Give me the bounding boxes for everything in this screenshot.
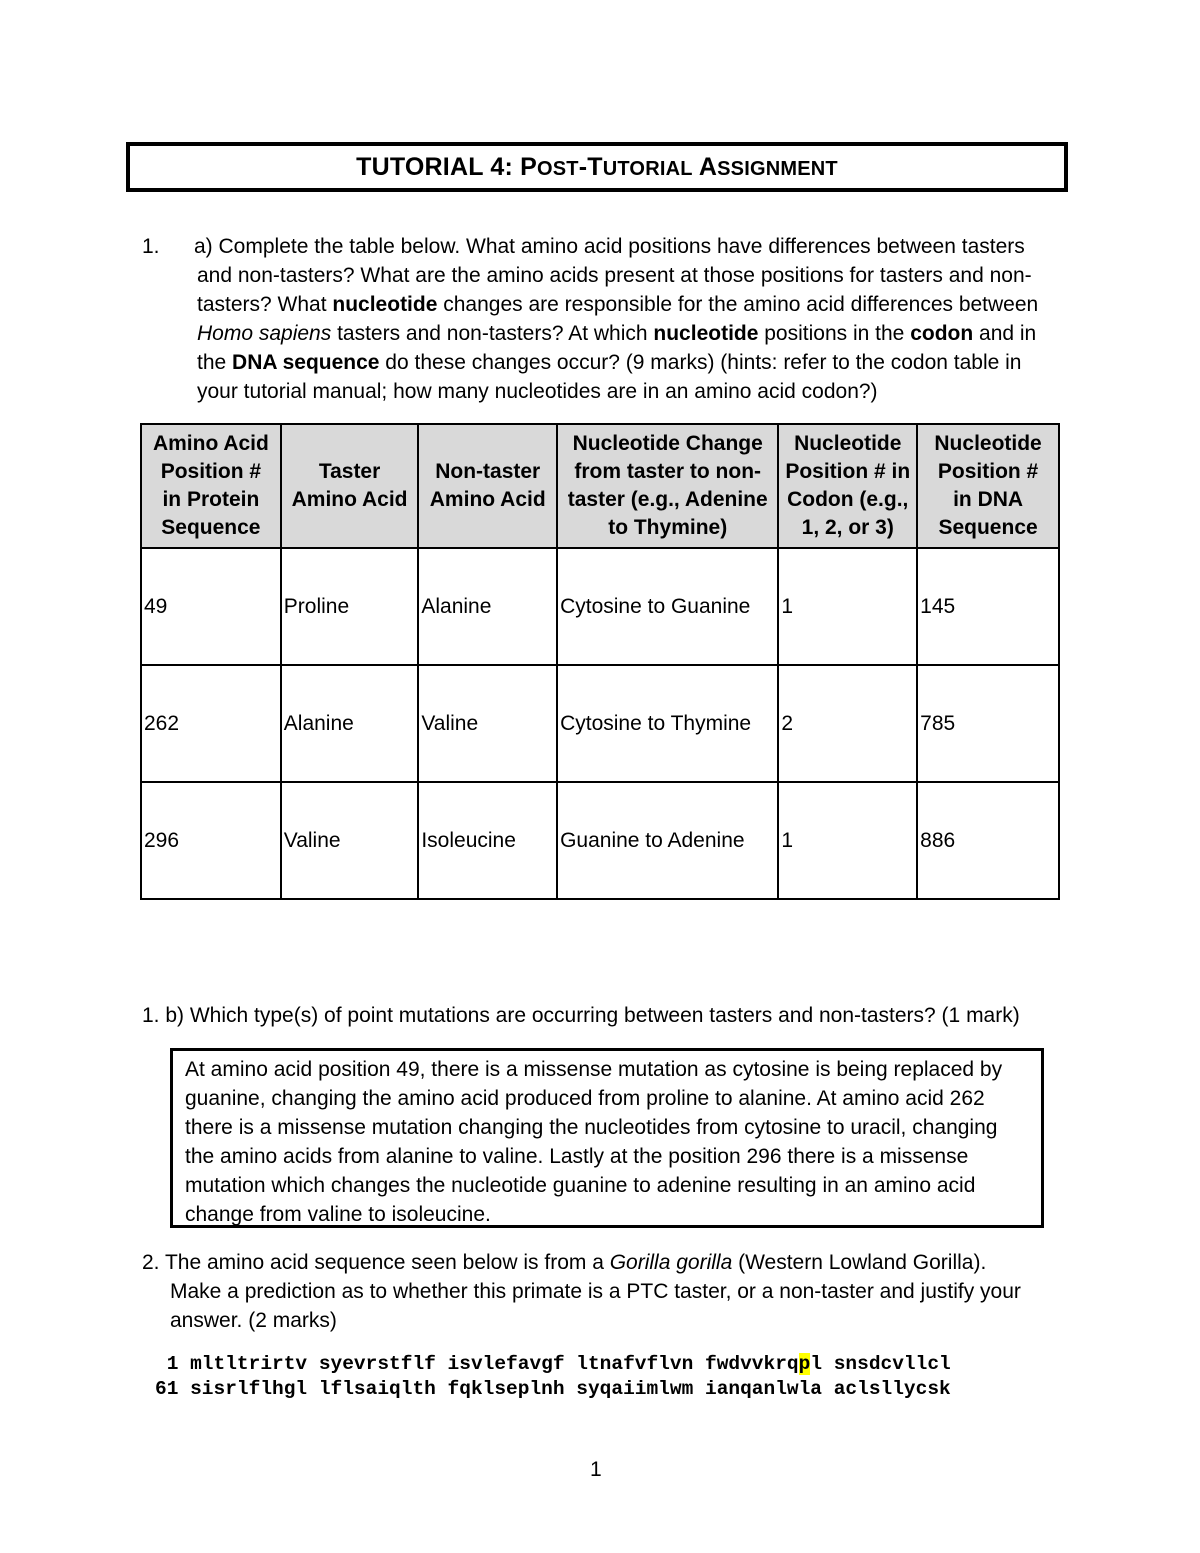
header-codon-position: Nucleotide Position # in Codon (e.g., 1, 2, or 3)	[778, 424, 917, 548]
question-line: the DNA sequence do these changes occur? (9 marks) (hints: refer to the codon table in	[197, 351, 1022, 374]
page-number: 1	[590, 1458, 602, 1481]
table-cell: 785	[917, 665, 1059, 782]
question-1a	[142, 232, 1072, 406]
title-text: TUTORIAL 4: POST-TUTORIAL ASSIGNMENT	[356, 152, 838, 181]
answer-line: there is a missense mutation changing the nucleotides from cytosine to uracil, changing	[185, 1116, 998, 1139]
table-cell: Alanine	[281, 665, 419, 782]
table-cell: 2	[778, 665, 917, 782]
table-header-row	[141, 424, 1059, 548]
table-cell: Valine	[281, 782, 419, 899]
table-cell: 262	[141, 665, 281, 782]
sequence-line: 1 mltltrirtv syevrstflf isvlefavgf ltnafvflvn fwdvvkrqpl snsdcvllcl	[155, 1353, 951, 1375]
question-line: 2. The amino acid sequence seen below is from a Gorilla gorilla (Western Lowland Gorilla).	[142, 1251, 987, 1274]
question-line: and non-tasters? What are the amino acids present at those positions for tasters and non-	[197, 264, 1032, 287]
table-row	[141, 782, 1059, 899]
answer-line: At amino acid position 49, there is a missense mutation as cytosine is being replaced by	[185, 1058, 1003, 1081]
table-cell: 1	[778, 548, 917, 665]
header-nucleotide-change: Nucleotide Change from taster to non- taster (e.g., Adenine to Thymine)	[557, 424, 778, 548]
table-cell: 49	[141, 548, 281, 665]
table-cell: Alanine	[418, 548, 557, 665]
table-cell: 145	[917, 548, 1059, 665]
table-cell: Isoleucine	[418, 782, 557, 899]
table-cell: Valine	[418, 665, 557, 782]
header-aa-position: Amino Acid Position # in Protein Sequence	[141, 424, 281, 548]
question-line: a) Complete the table below. What amino acid positions have differences between tasters	[194, 235, 1025, 258]
table-cell: 1	[778, 782, 917, 899]
question-line: Homo sapiens tasters and non-tasters? At which nucleotide positions in the codon and in	[197, 322, 1037, 345]
table-cell: Cytosine to Guanine	[557, 548, 778, 665]
table-cell: Cytosine to Thymine	[557, 665, 778, 782]
question-1b: 1. b) Which type(s) of point mutations are occurring between tasters and non-tasters? (1 mark)	[142, 1004, 1020, 1027]
answer-line: mutation which changes the nucleotide guanine to adenine resulting in an amino acid	[185, 1174, 976, 1197]
mutation-table	[140, 423, 1060, 900]
answer-line: guanine, changing the amino acid produced from proline to alanine. At amino acid 262	[185, 1087, 985, 1110]
highlighted-residue: p	[798, 1353, 811, 1375]
table-row	[141, 665, 1059, 782]
answer-line: the amino acids from alanine to valine. Lastly at the position 296 there is a missense	[185, 1145, 969, 1168]
question-line: answer. (2 marks)	[170, 1309, 337, 1332]
table-row	[141, 548, 1059, 665]
table-cell: Guanine to Adenine	[557, 782, 778, 899]
question-line: your tutorial manual; how many nucleotides are in an amino acid codon?)	[197, 380, 878, 403]
table-cell: 886	[917, 782, 1059, 899]
table-cell: 296	[141, 782, 281, 899]
question-number: 1.	[142, 235, 160, 258]
sequence-line: 61 sisrlflhgl lflsaiqlth fqklseplnh syqaiimlwm ianqanlwla aclsllycsk	[155, 1378, 951, 1400]
page-title	[126, 142, 1068, 192]
question-line: Make a prediction as to whether this primate is a PTC taster, or a non-taster and justify your	[170, 1280, 1021, 1303]
header-dna-position: Nucleotide Position # in DNA Sequence	[917, 424, 1059, 548]
header-taster-aa: Taster Amino Acid	[281, 424, 419, 548]
question-2	[142, 1248, 1072, 1335]
question-line: tasters? What nucleotide changes are responsible for the amino acid differences between	[197, 293, 1039, 316]
header-nontaster-aa: Non-taster Amino Acid	[418, 424, 557, 548]
answer-line: change from valine to isoleucine.	[185, 1203, 491, 1226]
amino-acid-sequence	[155, 1352, 951, 1402]
table-cell: Proline	[281, 548, 419, 665]
answer-box[interactable]	[170, 1048, 1044, 1228]
